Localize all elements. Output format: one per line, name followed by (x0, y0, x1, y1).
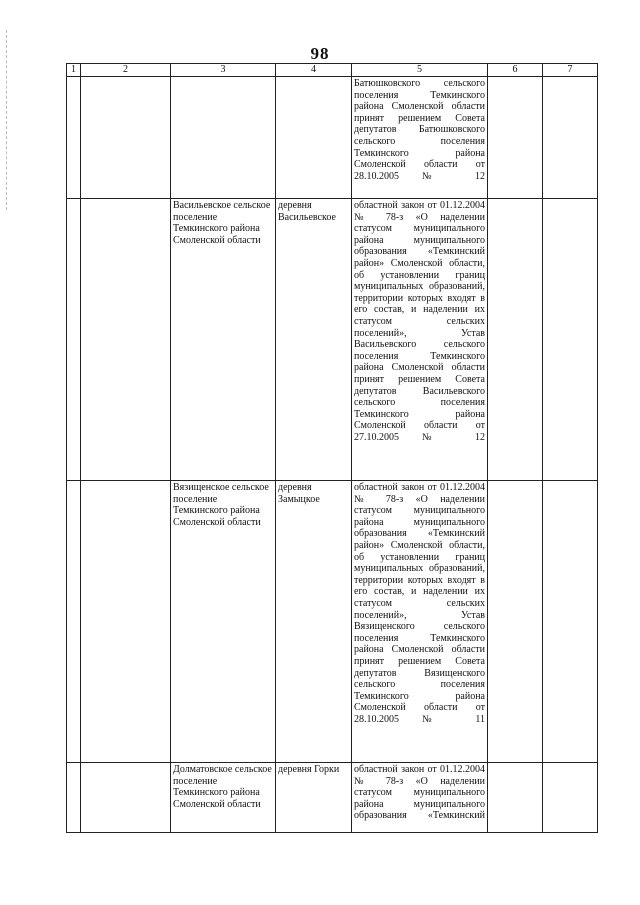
cell-col2 (81, 77, 171, 199)
cell-col6 (488, 481, 543, 763)
column-header-7: 7 (543, 64, 598, 77)
cell-col6 (488, 763, 543, 833)
legal-basis: областной закон от 01.12.2004 № 78-з «О наделении статусом муниципального района муниципального образования «Темкинский (352, 763, 488, 833)
cell-number (67, 481, 81, 763)
column-header-3: 3 (171, 64, 276, 77)
cell-col7 (543, 481, 598, 763)
cell-col6 (488, 77, 543, 199)
admin-center: деревня Горки (276, 763, 352, 833)
column-header-5: 5 (352, 64, 488, 77)
cell-col2 (81, 199, 171, 481)
admin-center: деревня Замыцкое (276, 481, 352, 763)
cell-col7 (543, 77, 598, 199)
registry-table (66, 63, 598, 833)
column-header-1: 1 (67, 64, 81, 77)
cell-col7 (543, 199, 598, 481)
cell-number (67, 77, 81, 199)
table-row (67, 77, 598, 199)
cell-col2 (81, 763, 171, 833)
column-header-2: 2 (81, 64, 171, 77)
cell-col7 (543, 763, 598, 833)
settlement-name: Вязищенское сельское поселение Темкинского района Смоленской области (171, 481, 276, 763)
legal-basis: областной закон от 01.12.2004 № 78-з «О наделении статусом муниципального района муниципального образования «Темкинский район» Смоленской области, об установлении границ муниципальных образований, территории которых входят в его состав, и наделении их статусом сельских поселений», Устав Васильевского сельского поселения Темкинского района Смоленской области принят решением Совета депутатов Васильевского сельского поселения Темкинского района Смоленской области от 27.10.2005 № 12 (352, 199, 488, 481)
column-header-4: 4 (276, 64, 352, 77)
legal-basis: Батюшковского сельского поселения Темкинского района Смоленской области принят решением Совета депутатов Батюшковского сельского поселения Темкинского района Смоленской области от 28.10.2005 № 12 (352, 77, 488, 199)
cell-col6 (488, 199, 543, 481)
cell-number (67, 763, 81, 833)
admin-center (276, 77, 352, 199)
settlement-name: Долматовское сельское поселение Темкинского района Смоленской области (171, 763, 276, 833)
cell-number (67, 199, 81, 481)
table-row (67, 199, 598, 481)
table-row (67, 481, 598, 763)
cell-col2 (81, 481, 171, 763)
settlement-name: Васильевское сельское поселение Темкинского района Смоленской области (171, 199, 276, 481)
page-number: 98 (310, 44, 330, 63)
column-header-6: 6 (488, 64, 543, 77)
table-row (67, 763, 598, 833)
header-row (67, 64, 598, 77)
admin-center: деревня Васильевское (276, 199, 352, 481)
settlement-name (171, 77, 276, 199)
legal-basis: областной закон от 01.12.2004 № 78-з «О наделении статусом муниципального района муниципального образования «Темкинский район» Смоленской области, об установлении границ муниципальных образований, территории которых входят в его состав, и наделении их статусом сельских поселений», Устав Вязищенского сельского поселения Темкинского района Смоленской области принят решением Совета депутатов Вязищенского сельского поселения Темкинского района Смоленской области от 28.10.2005 № 11 (352, 481, 488, 763)
